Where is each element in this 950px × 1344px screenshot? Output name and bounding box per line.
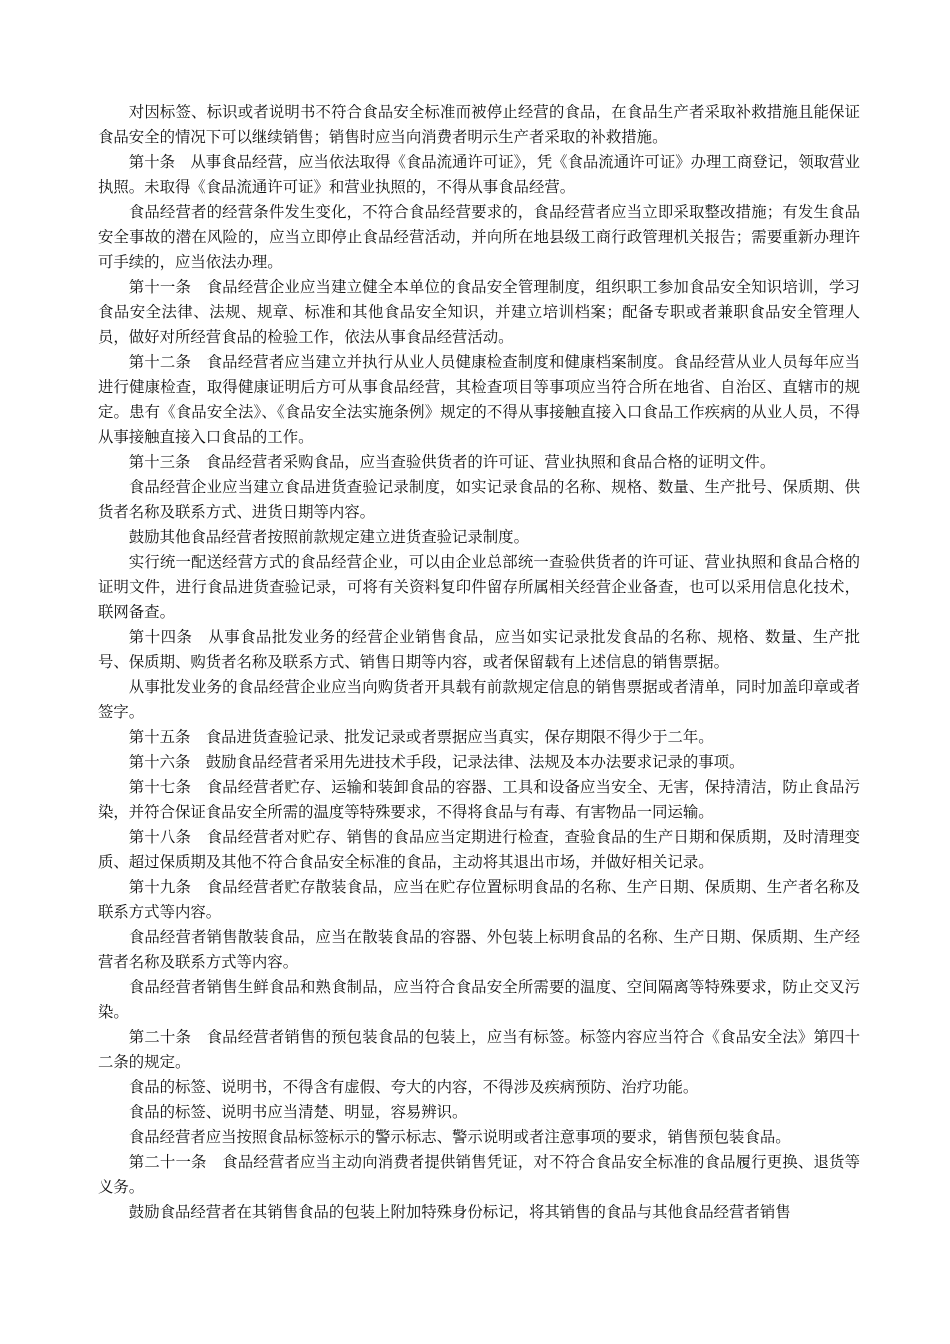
article-13: 第十三条 食品经营者采购食品，应当查验供货者的许可证、营业执照和食品合格的证明文件。: [128, 453, 776, 471]
article-10: 第十条 从事食品经营，应当依法取得《食品流通许可证》，凭《食品流通许可证》办理工商登记，领取营业执照。未取得《食品流通许可证》和营业执照的，不得从事食品经营。: [98, 153, 860, 196]
paragraph: 食品经营者销售生鲜食品和熟食制品，应当符合食品安全所需要的温度、空间隔离等特殊要求，防止交叉污染。: [98, 978, 860, 1021]
article-11: 第十一条 食品经营企业应当建立健全本单位的食品安全管理制度，组织职工参加食品安全知识培训，学习食品安全法律、法规、规章、标准和其他食品安全知识，并建立培训档案；配备专职或者兼职食品安全管理人员，做好对所经营食品的检验工作，依法从事食品经营活动。: [98, 278, 860, 346]
article-18: 第十八条 食品经营者对贮存、销售的食品应当定期进行检查，查验食品的生产日期和保质期，及时清理变质、超过保质期及其他不符合食品安全标准的食品，主动将其退出市场，并做好相关记录。: [98, 828, 860, 871]
document-body: [98, 100, 860, 1225]
paragraph: 鼓励食品经营者在其销售食品的包装上附加特殊身份标记，将其销售的食品与其他食品经营者销售: [128, 1203, 791, 1221]
article-20: 第二十条 食品经营者销售的预包装食品的包装上，应当有标签。标签内容应当符合《食品安全法》第四十二条的规定。: [98, 1028, 860, 1071]
paragraph: 鼓励其他食品经营者按照前款规定建立进货查验记录制度。: [128, 528, 529, 546]
paragraph: 从事批发业务的食品经营企业应当向购货者开具载有前款规定信息的销售票据或者清单，同时加盖印章或者签字。: [98, 678, 860, 721]
paragraph: 食品的标签、说明书，不得含有虚假、夸大的内容，不得涉及疾病预防、治疗功能。: [128, 1078, 699, 1096]
paragraph: 对因标签、标识或者说明书不符合食品安全标准而被停止经营的食品，在食品生产者采取补救措施且能保证食品安全的情况下可以继续销售；销售时应当向消费者明示生产者采取的补救措施。: [98, 103, 860, 146]
article-21: 第二十一条 食品经营者应当主动向消费者提供销售凭证，对不符合食品安全标准的食品履行更换、退货等义务。: [98, 1153, 860, 1196]
article-17: 第十七条 食品经营者贮存、运输和装卸食品的容器、工具和设备应当安全、无害，保持清洁，防止食品污染，并符合保证食品安全所需的温度等特殊要求，不得将食品与有毒、有害物品一同运输。: [98, 778, 860, 821]
article-12: 第十二条 食品经营者应当建立并执行从业人员健康检查制度和健康档案制度。食品经营从业人员每年应当进行健康检查，取得健康证明后方可从事食品经营，其检查项目等事项应当符合所在地省、自治区、直辖市的规定。患有《食品安全法》、《食品安全法实施条例》规定的不得从事接触直接入口食品工作疾病的从业人员，不得从事接触直接入口食品的工作。: [98, 353, 860, 446]
paragraph: 食品经营者的经营条件发生变化，不符合食品经营要求的，食品经营者应当立即采取整改措施；有发生食品安全事故的潜在风险的，应当立即停止食品经营活动，并向所在地县级工商行政管理机关报告；需要重新办理许可手续的，应当依法办理。: [98, 203, 860, 271]
paragraph: 实行统一配送经营方式的食品经营企业，可以由企业总部统一查验供货者的许可证、营业执照和食品合格的证明文件，进行食品进货查验记录，可将有关资料复印件留存所属相关经营企业备查，也可以采用信息化技术，联网备查。: [98, 553, 860, 621]
article-19: 第十九条 食品经营者贮存散装食品，应当在贮存位置标明食品的名称、生产日期、保质期、生产者名称及联系方式等内容。: [98, 878, 860, 921]
paragraph: 食品的标签、说明书应当清楚、明显，容易辨识。: [128, 1103, 468, 1121]
article-14: 第十四条 从事食品批发业务的经营企业销售食品，应当如实记录批发食品的名称、规格、数量、生产批号、保质期、购货者名称及联系方式、销售日期等内容，或者保留载有上述信息的销售票据。: [98, 628, 860, 671]
paragraph: 食品经营者应当按照食品标签标示的警示标志、警示说明或者注意事项的要求，销售预包装食品。: [128, 1128, 791, 1146]
article-15: 第十五条 食品进货查验记录、批发记录或者票据应当真实，保存期限不得少于二年。: [128, 728, 714, 746]
article-16: 第十六条 鼓励食品经营者采用先进技术手段，记录法律、法规及本办法要求记录的事项。: [128, 753, 745, 771]
paragraph: 食品经营者销售散装食品，应当在散装食品的容器、外包装上标明食品的名称、生产日期、保质期、生产经营者名称及联系方式等内容。: [98, 928, 860, 971]
paragraph: 食品经营企业应当建立食品进货查验记录制度，如实记录食品的名称、规格、数量、生产批号、保质期、供货者名称及联系方式、进货日期等内容。: [98, 478, 860, 521]
